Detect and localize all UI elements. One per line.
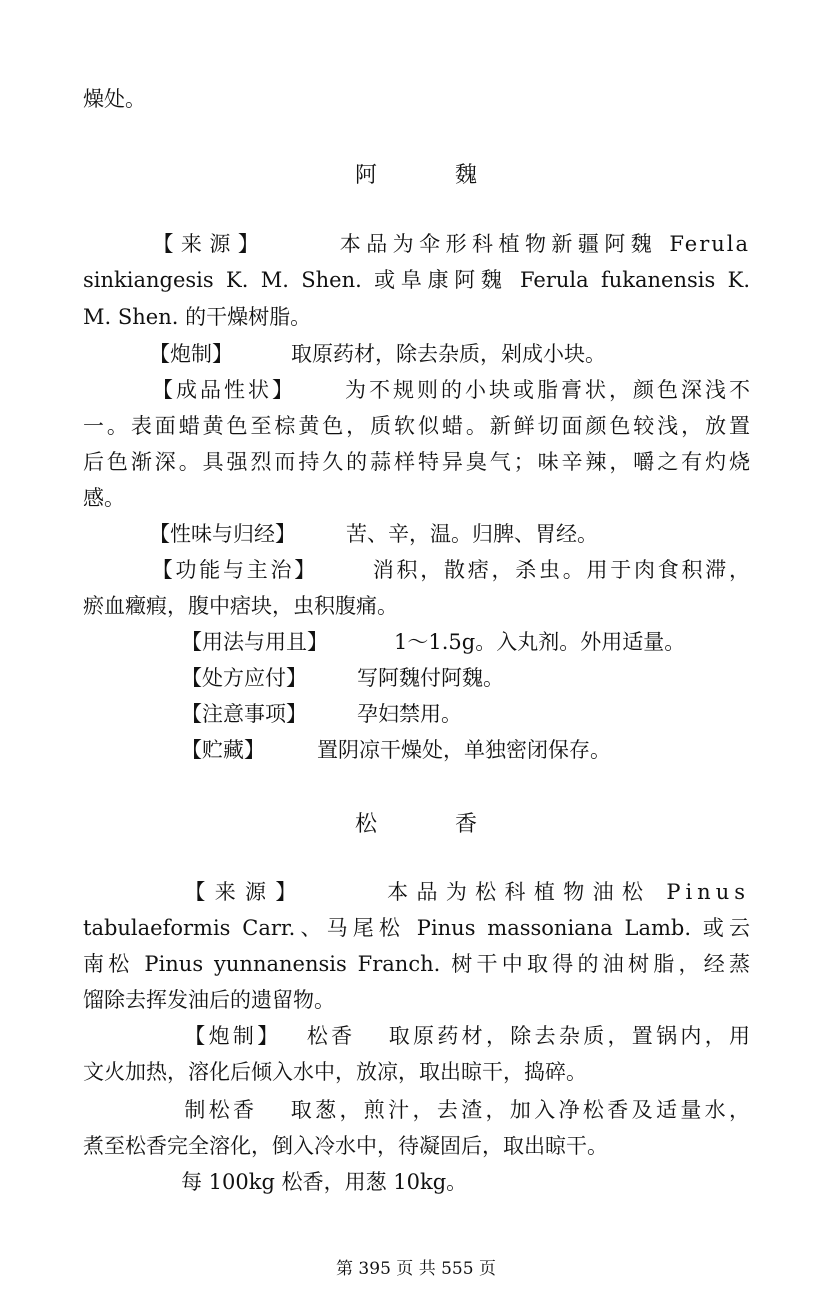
property-line-2: 一。表面蜡黄色至棕黄色，质软似蜡。新鲜切面颜色较浅，放置 [83, 414, 750, 438]
source2-line-4: 馏除去挥发油后的遗留物。 [83, 988, 335, 1012]
source2-label: 【来源】 [181, 880, 306, 904]
caution-text: 孕妇禁用。 [357, 702, 462, 726]
made-text-1: 取葱，煎汁，去渣，加入净松香及适量水， [287, 1098, 751, 1122]
caution-line [83, 700, 462, 728]
prep-line [83, 340, 606, 368]
taste-label: 【性味与归经】 [149, 522, 296, 546]
prescription-label: 【处方应付】 [181, 666, 307, 690]
section-title-songxiang: 松 香 [354, 812, 505, 837]
made-subtitle: 制松香 [181, 1098, 258, 1122]
made-line-1 [83, 1096, 750, 1124]
source-line-1 [83, 230, 750, 258]
source2-line-1 [83, 878, 750, 906]
storage-label: 【贮藏】 [181, 738, 265, 762]
source-label: 【来源】 [149, 232, 267, 256]
dosage-text: 1～1.5g。入丸剂。外用适量。 [394, 630, 686, 654]
prep2-line-2: 文火加热，溶化后倾入水中，放凉，取出晾干，捣碎。 [83, 1060, 587, 1084]
source2-line-2: tabulaeformis Carr.、马尾松 Pinus massoniana Lamb. 或云 [83, 916, 750, 940]
storage-line [83, 736, 611, 764]
source2-text-1: 本品为松科植物油松 Pinus [383, 880, 750, 904]
source-line-2: sinkiangesis K. M. Shen. 或阜康阿魏 Ferula fukanensis K. [83, 268, 750, 292]
source-line-3: M. Shen. 的干燥树脂。 [83, 305, 312, 329]
function-text-1: 消积，散痞，杀虫。用于肉食积滞， [370, 558, 750, 582]
section-title-awei: 阿 魏 [354, 163, 505, 188]
source-text-1: 本品为伞形科植物新疆阿魏 Ferula [336, 232, 751, 256]
function-line-2: 瘀血癥瘕，腹中痞块，虫积腹痛。 [83, 594, 398, 618]
prep2-line-1 [83, 1022, 750, 1050]
function-line-1 [83, 556, 750, 584]
page-number: 第 395 页 共 555 页 [336, 1259, 496, 1279]
ratio-text: 每 100kg 松香，用葱 10kg。 [181, 1170, 468, 1194]
prep-text: 取原药材，除去杂质，剁成小块。 [291, 342, 606, 366]
ratio-line [83, 1168, 467, 1196]
made-line-2: 煮至松香完全溶化，倒入冷水中，待凝固后，取出晾干。 [83, 1134, 608, 1158]
prep2-subtitle: 松香 [303, 1024, 356, 1048]
prep-label: 【炮制】 [149, 342, 233, 366]
carryover-text: 燥处。 [83, 87, 146, 111]
property-line-4: 感。 [83, 486, 125, 510]
taste-text: 苦、辛，温。归脾、胃经。 [346, 522, 598, 546]
prep2-label: 【炮制】 [181, 1024, 282, 1048]
property-line-3: 后色渐深。具强烈而持久的蒜样特异臭气；味辛辣，嚼之有灼烧 [83, 450, 750, 474]
property-label: 【成品性状】 [149, 378, 296, 402]
prescription-text: 写阿魏付阿魏。 [357, 666, 504, 690]
source2-line-3: 南松 Pinus yunnanensis Franch. 树干中取得的油树脂，经蒸 [83, 952, 750, 976]
function-label: 【功能与主治】 [149, 558, 318, 582]
storage-text: 置阴凉干燥处，单独密闭保存。 [317, 738, 611, 762]
prep2-text-1: 取原药材，除去杂质，置锅内，用 [385, 1024, 751, 1048]
taste-line [83, 520, 598, 548]
dosage-line [83, 628, 685, 656]
dosage-label: 【用法与用且】 [181, 630, 328, 654]
caution-label: 【注意事项】 [181, 702, 307, 726]
prescription-line [83, 664, 504, 692]
property-line-1 [83, 376, 750, 404]
property-text-1: 为不规则的小块或脂膏状，颜色深浅不 [342, 378, 750, 402]
